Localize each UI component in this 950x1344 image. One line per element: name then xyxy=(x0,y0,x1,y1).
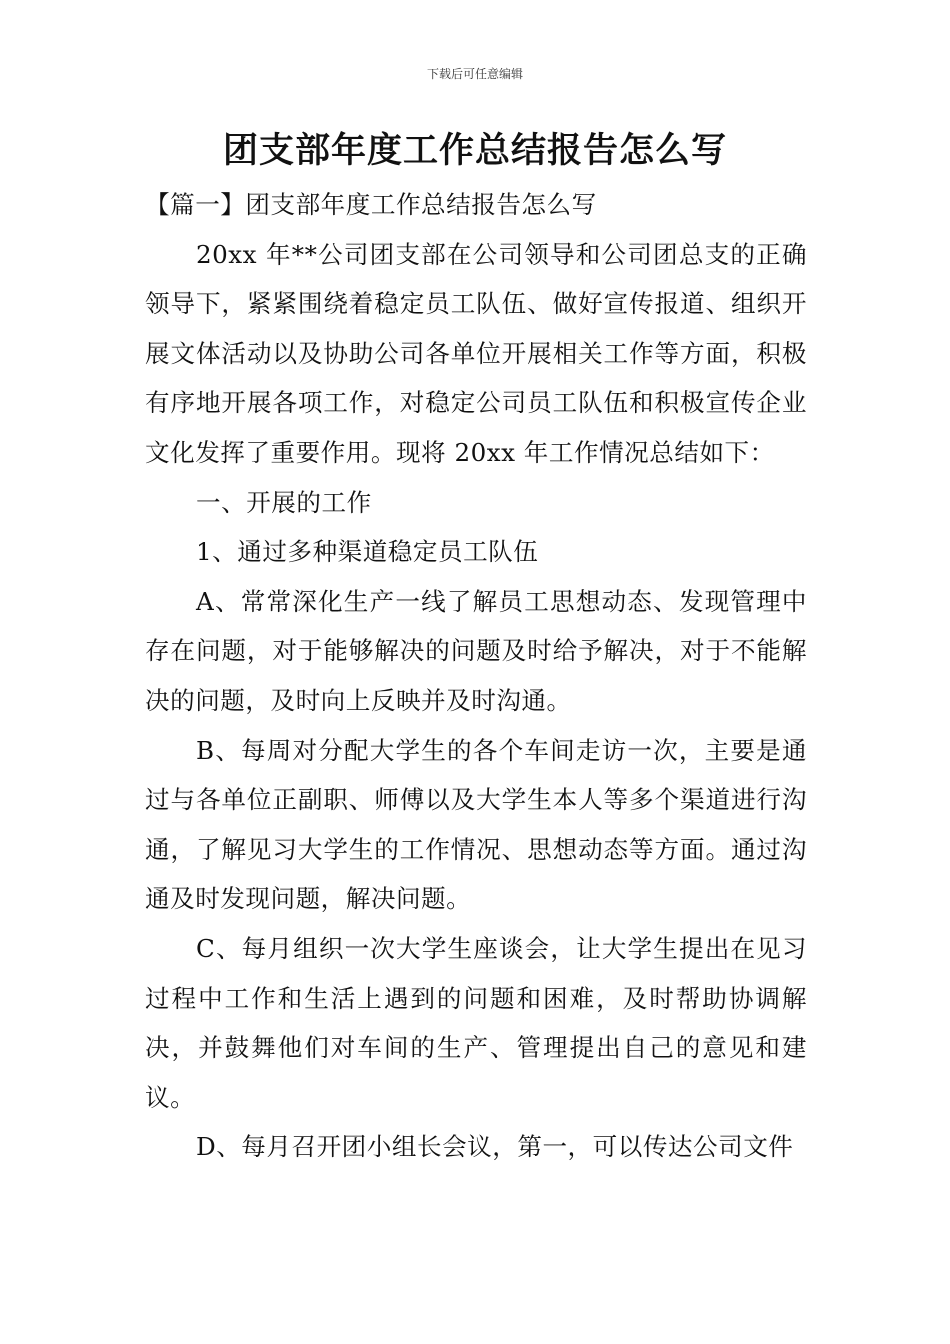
paragraph-subheading-1: 1、通过多种渠道稳定员工队伍 xyxy=(196,537,539,567)
section-heading: 【篇一】团支部年度工作总结报告怎么写 xyxy=(145,190,597,219)
paragraph-heading-work: 一、开展的工作 xyxy=(196,487,372,517)
paragraph-intro: 20xx 年**公司团支部在公司领导和公司团总支的正确领导下，紧紧围绕着稳定员工队伍、做好宣传报道、组织开展文体活动以及协助公司各单位开展相关工作等方面，积极有序地开展各项工作，对稳定公司员工队伍和积极宣传企业文化发挥了重要作用。现将 20xx 年工作情况总结如下： xyxy=(145,239,807,467)
paragraph-item-d: D、每月召开团小组长会议，第一，可以传达公司文件 xyxy=(196,1132,794,1162)
document-body xyxy=(145,180,807,1172)
document-title: 团支部年度工作总结报告怎么写 xyxy=(222,130,727,171)
paragraph-item-a: A、常常深化生产一线了解员工思想动态、发现管理中存在问题，对于能够解决的问题及时给予解决，对于不能解决的问题，及时向上反映并及时沟通。 xyxy=(145,586,807,715)
header-note: 下载后可任意编辑 xyxy=(426,67,523,81)
paragraph-item-b: B、每周对分配大学生的各个车间走访一次，主要是通过与各单位正副职、师傅以及大学生本人等多个渠道进行沟通，了解见习大学生的工作情况、思想动态等方面。通过沟通及时发现问题，解决问题。 xyxy=(145,735,807,914)
paragraph-item-c: C、每月组织一次大学生座谈会，让大学生提出在见习过程中工作和生活上遇到的问题和困难，及时帮助协调解决，并鼓舞他们对车间的生产、管理提出自己的意见和建议。 xyxy=(145,933,807,1112)
